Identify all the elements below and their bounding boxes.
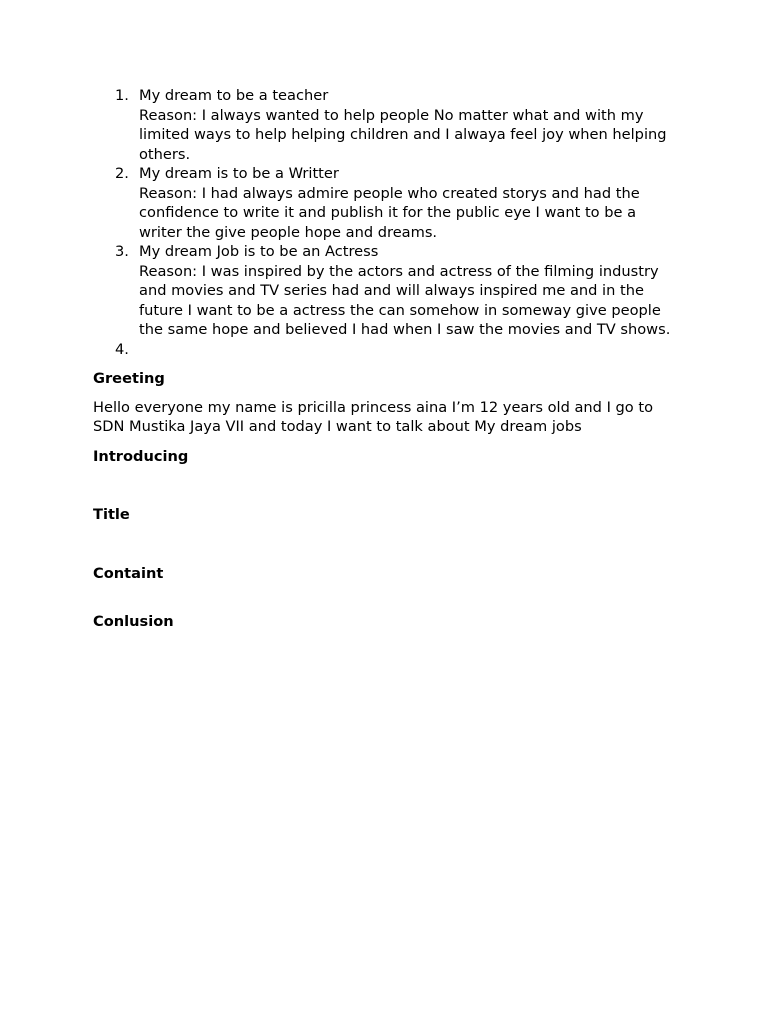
- list-item-title: My dream to be a teacher: [139, 87, 329, 104]
- list-item: [93, 86, 683, 164]
- list-item: [93, 340, 683, 360]
- content-heading: Containt: [93, 564, 164, 582]
- list-item-number: 2.: [115, 165, 129, 182]
- list-item-title: My dream is to be a Writter: [139, 165, 339, 182]
- list-item-title: My dream Job is to be an Actress: [139, 243, 379, 260]
- list-item: [93, 164, 683, 242]
- list-item-reason: Reason: I always wanted to help people No matter what and with my limited ways to help helping children and I alwaya feel joy when helping others.: [139, 106, 667, 163]
- list-item: [93, 242, 683, 340]
- document-page: [93, 86, 683, 632]
- list-item-number: 3.: [115, 243, 129, 260]
- list-item-reason: Reason: I had always admire people who created storys and had the confidence to write it and publish it for the public eye I want to be a writer the give people hope and dreams.: [139, 184, 640, 241]
- list-item-number: 4.: [115, 340, 129, 358]
- greeting-heading: Greeting: [93, 370, 165, 387]
- dream-jobs-list: [93, 86, 683, 359]
- title-heading: Title: [93, 506, 130, 523]
- conclusion-heading: Conlusion: [93, 613, 174, 630]
- introducing-heading: Introducing: [93, 447, 189, 465]
- list-item-number: 1.: [115, 87, 129, 104]
- greeting-paragraph: Hello everyone my name is pricilla princess aina I’m 12 years old and I go to SDN Mustika Jaya VII and today I want to talk about My dream jobs: [93, 398, 654, 435]
- list-item-reason: Reason: I was inspired by the actors and actress of the filming industry and movies and TV series had and will always inspired me and in the future I want to be a actress the can somehow in someway give people the same hope and believed I had when I saw the movies and TV shows.: [139, 262, 671, 338]
